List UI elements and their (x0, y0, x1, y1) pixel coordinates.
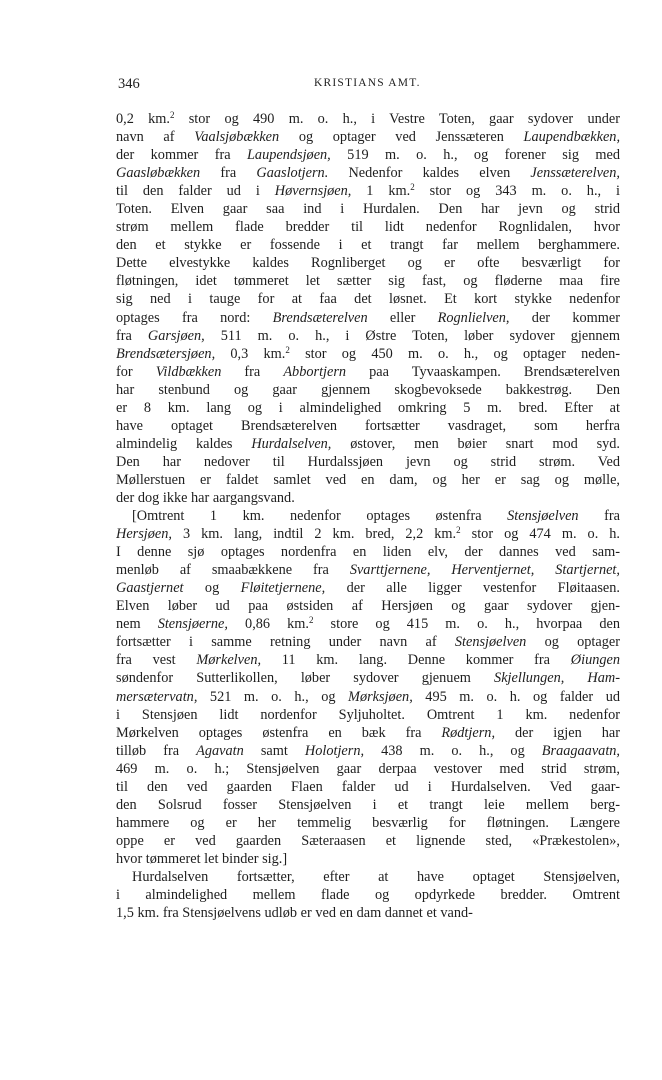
text-line (116, 182, 620, 200)
text-line (116, 327, 620, 345)
italic-place-name: Brendsæterelven (272, 309, 368, 326)
text-line (116, 615, 620, 633)
text-line (116, 110, 620, 128)
italic-place-name: Vildbækken (155, 363, 222, 380)
text-line (116, 290, 620, 308)
text-line (116, 597, 620, 615)
text-span: der alle ligger vestenfor Fløitaasen. (325, 580, 620, 597)
text-line (116, 724, 620, 742)
italic-place-name: Laupendsjøen, (246, 147, 331, 164)
text-line (116, 796, 620, 814)
text-span: Nedenfor kaldes elven (328, 165, 531, 182)
italic-place-name: Øiungen (570, 652, 620, 669)
text-line (116, 128, 620, 146)
text-line (116, 669, 620, 687)
text-span: den Solsrud fosser Stensjøelven i et trangt leie mellem berg- (116, 796, 620, 813)
text-span: stor og 450 m. o. h., og optager neden- (289, 345, 620, 362)
text-line (116, 399, 620, 417)
text-span: Møllerstuen er faldet samlet ved en dam, og her er sag og mølle, (116, 471, 620, 488)
text-span: oppe er ved gaarden Sæteraasen et lignende sted, «Prækestolen», (116, 832, 620, 849)
text-line (116, 850, 620, 868)
text-span: til den ved gaarden Flaen falder ud i Hurdalselven. Ved gaar- (116, 778, 620, 795)
text-line (116, 778, 620, 796)
page-header (118, 76, 623, 96)
text-span: Toten. Elven gaar saa ind i Hurdalen. Den har jevn og strid (116, 201, 620, 218)
text-line (116, 507, 620, 525)
text-span: almindelig kaldes (116, 435, 252, 452)
text-span: stor og 474 m. o. h. (460, 526, 620, 543)
text-span: stor og 490 m. o. h., i Vestre Toten, gaar sydover under (174, 111, 620, 127)
text-span: Elven løber ud paa østsiden af Hersjøen og gaar sydover gjen- (116, 598, 620, 615)
text-line (116, 832, 620, 850)
text-line (116, 525, 620, 543)
text-span: og (183, 580, 241, 597)
italic-place-name: Brendsætersjøen, (116, 345, 216, 362)
text-span: 519 m. o. h., og forener sig med (330, 147, 620, 164)
text-span: fra (200, 165, 257, 182)
text-line (116, 363, 620, 381)
text-span: hvor tømmeret let binder sig.] (116, 850, 288, 867)
text-line (116, 706, 620, 724)
text-span: [Omtrent 1 km. nedenfor optages østenfra (132, 508, 508, 525)
text-line (116, 633, 620, 651)
text-span: 0,3 km. (215, 345, 286, 362)
text-span: stor og 343 m. o. h., i (414, 183, 620, 200)
text-line (116, 561, 620, 579)
text-span: fra (578, 508, 620, 525)
text-line (116, 471, 620, 489)
text-span: Mørkelven optages østenfra en bæk fra (116, 724, 442, 741)
text-line (116, 760, 620, 778)
italic-place-name: Mørksjøen, (348, 688, 413, 705)
text-line (116, 688, 620, 706)
text-span: have optaget Brendsæterelven fortsætter vasdraget, som herfra (116, 417, 620, 434)
text-span: der dog ikke har aargangsvand. (116, 489, 295, 506)
text-line (116, 381, 620, 399)
text-line (116, 218, 620, 236)
italic-place-name: Stensjøelven (454, 634, 527, 651)
text-span: Dette elvestykke kaldes Rognliberget og er ofte besværligt for (116, 255, 620, 272)
text-span: den et stykke er fossende i et trangt far mellem berghammere. (116, 237, 620, 254)
italic-place-name: Braagaavatn, (541, 742, 620, 759)
text-span: menløb af smaabækkene fra (116, 562, 350, 579)
text-span: fortsætter i samme retning under navn af (116, 634, 455, 651)
text-span: til den falder ud i (116, 183, 275, 200)
text-line (116, 417, 620, 435)
text-span: der kommer (509, 309, 620, 326)
text-span: der kommer fra (116, 147, 247, 164)
running-title: KRISTIANS AMT. (314, 77, 421, 89)
text-span: samt (243, 742, 305, 759)
text-span: østover, men bøier snart mod syd. (331, 435, 620, 452)
text-line (116, 435, 620, 453)
text-span: der igjen har (495, 724, 620, 741)
text-span: optages fra nord: (116, 309, 273, 326)
italic-place-name: Laupendbækken, (523, 129, 620, 146)
text-line (116, 345, 620, 363)
text-line (116, 309, 620, 327)
superscript: 2 (308, 615, 314, 626)
text-span: og optager ved Jenssæteren (279, 129, 524, 146)
text-span: 3 km. lang, indtil 2 km. bred, 2,2 km. (172, 526, 457, 543)
text-span: er 8 km. lang og i almindelighed omkring 5 m. bred. Efter at (116, 399, 620, 416)
italic-place-name: Rødtjern, (441, 724, 496, 741)
italic-place-name: Stensjøerne, (157, 616, 228, 633)
italic-place-name: Mørkelven, (196, 652, 262, 669)
text-span: sig ned i tauge for at faa det løsnet. Et kort stykke nedenfor (116, 291, 620, 308)
italic-place-name: Jenssæterelven, (530, 165, 620, 182)
body-text (116, 110, 620, 922)
text-line (116, 164, 620, 182)
text-span: fra (221, 363, 284, 380)
italic-place-name: Agavatn (196, 742, 244, 759)
text-span: 11 km. lang. Denne kommer fra (261, 652, 571, 669)
text-span: store og 415 m. o. h., hvorpaa den (313, 616, 620, 633)
text-line (116, 453, 620, 471)
italic-place-name: Holotjern, (304, 742, 365, 759)
italic-place-name: mersætervatn, (116, 688, 198, 705)
text-span: 0,2 km. (116, 111, 170, 127)
superscript: 2 (285, 344, 290, 355)
text-span: 0,86 km. (227, 616, 309, 633)
text-line (116, 579, 620, 597)
text-span: og optager (526, 634, 620, 651)
italic-place-name: Rognlielven, (437, 309, 510, 326)
italic-place-name: Hersjøen, (116, 526, 172, 543)
text-line (116, 814, 620, 832)
text-line (116, 272, 620, 290)
text-span: 1,5 km. fra Stensjøelvens udløb er ved en dam dannet et vand- (116, 905, 473, 922)
text-span: 521 m. o. h., og (197, 688, 349, 705)
text-span: Den har nedover til Hurdalssjøen jevn og strid strøm. Ved (116, 453, 620, 470)
italic-place-name: Gaaslotjern. (256, 165, 329, 182)
italic-place-name: Abbortjern (283, 363, 347, 380)
text-span: 469 m. o. h.; Stensjøelven gaar derpaa vestover med strid strøm, (116, 760, 620, 777)
text-span: Hurdalselven fortsætter, efter at have optaget Stensjøelven, (132, 868, 620, 885)
text-span: i Stensjøen lidt nordenfor Syljuholtet. Omtrent 1 km. nedenfor (116, 706, 620, 723)
text-span: hammere og er her temmelig besværlig for fløtningen. Længere (116, 814, 620, 831)
text-span: fra vest (116, 652, 197, 669)
italic-place-name: Gaasløbækken (116, 165, 201, 182)
italic-place-name: Gaastjernet (116, 580, 184, 597)
italic-place-name: Hurdalselven, (251, 435, 332, 452)
text-span: paa Tyvaaskampen. Brendsæterelven (346, 363, 620, 380)
text-line (116, 236, 620, 254)
text-line (116, 868, 620, 886)
text-line (116, 489, 620, 507)
text-span: navn af (116, 129, 195, 146)
superscript: 2 (410, 182, 415, 193)
text-span: 438 m. o. h., og (364, 742, 542, 759)
page-number: 346 (118, 76, 140, 92)
italic-place-name: Svarttjernene, Herventjernet, Startjernet, (349, 562, 620, 579)
text-span: fløtningen, idet tømmeret let sætter sig fast, og fløderne maa fire (116, 273, 620, 290)
italic-place-name: Skjellungen, Ham- (494, 670, 620, 687)
text-line (116, 543, 620, 561)
text-span: har stenbund og gaar gjennem skogbevoksede bakkestrøg. Den (116, 381, 620, 398)
text-line (116, 904, 620, 922)
italic-place-name: Fløitetjernene, (240, 580, 326, 597)
text-span: 511 m. o. h., i Østre Toten, løber sydover gjennem (204, 327, 620, 344)
italic-place-name: Vaalsjøbækken (194, 129, 280, 146)
text-line (116, 254, 620, 272)
text-span: 495 m. o. h. og falder ud (412, 688, 620, 705)
superscript: 2 (456, 525, 461, 536)
text-span: søndenfor Sutterlikollen, løber sydover gjenuem (116, 670, 495, 687)
text-line (116, 200, 620, 218)
text-line (116, 742, 620, 760)
italic-place-name: Stensjøelven (507, 508, 579, 525)
italic-place-name: Høvernsjøen, (274, 183, 352, 200)
text-span: nem (116, 616, 158, 633)
text-span: for (116, 363, 156, 380)
text-span: fra (116, 327, 148, 344)
text-span: I denne sjø optages nordenfra en liden elv, der dannes ved sam- (116, 544, 620, 561)
text-span: 1 km. (351, 183, 411, 200)
text-line (116, 886, 620, 904)
superscript: 2 (169, 110, 175, 120)
text-span: strøm mellem flade bredder til lidt nedenfor Rognlidalen, hvor (116, 219, 620, 236)
text-span: eller (367, 309, 438, 326)
text-line (116, 146, 620, 164)
text-line (116, 651, 620, 669)
text-span: tilløb fra (116, 742, 197, 759)
italic-place-name: Garsjøen, (147, 327, 205, 344)
text-span: i almindelighed mellem flade og opdyrkede bredder. Omtrent (116, 887, 620, 904)
